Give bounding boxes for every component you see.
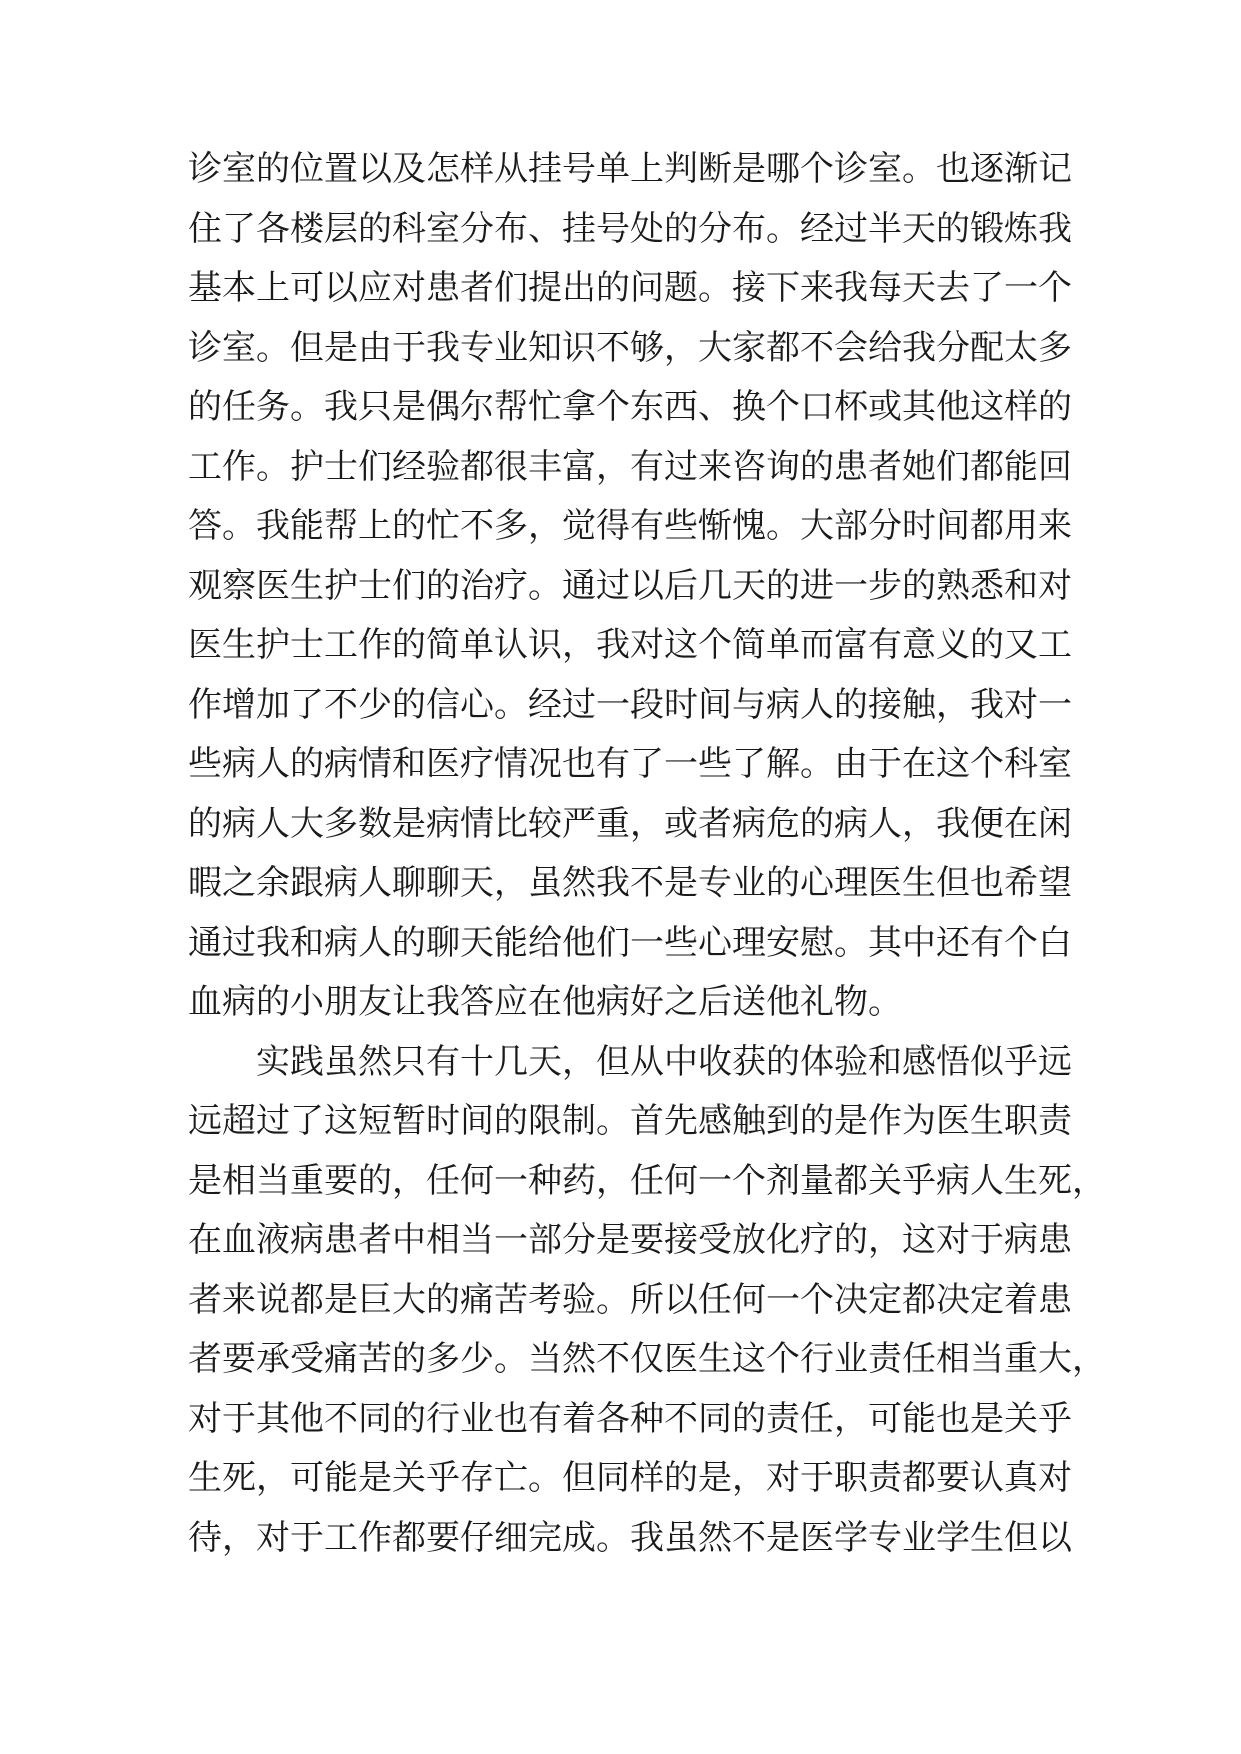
text-line: 的病人大多数是病情比较严重，或者病危的病人，我便在闲 xyxy=(188,803,1072,844)
text-line: 观察医生护士们的治疗。通过以后几天的进一步的熟悉和对 xyxy=(188,565,1072,606)
text-line: 基本上可以应对患者们提出的问题。接下来我每天去了一个 xyxy=(188,268,1072,308)
text-line: 者要承受痛苦的多少。当然不仅医生这个行业责任相当重大， xyxy=(188,1339,1106,1379)
text-line: 在血液病患者中相当一部分是要接受放化疗的，这对于病患 xyxy=(188,1220,1072,1260)
text-line: 暇之余跟病人聊聊天，虽然我不是专业的心理医生但也希望 xyxy=(188,863,1072,903)
text-line: 血病的小朋友让我答应在他病好之后送他礼物。 xyxy=(188,982,902,1022)
text-line: 些病人的病情和医疗情况也有了一些了解。由于在这个科室 xyxy=(188,744,1072,784)
text-line: 实践虽然只有十几天，但从中收获的体验和感悟似乎远 xyxy=(256,1041,1072,1082)
text-line: 答。我能帮上的忙不多，觉得有些惭愧。大部分时间都用来 xyxy=(188,506,1072,546)
text-line: 待，对于工作都要仔细完成。我虽然不是医学专业学生但以 xyxy=(188,1517,1072,1558)
body-text xyxy=(188,140,1106,1568)
text-line: 者来说都是巨大的痛苦考验。所以任何一个决定都决定着患 xyxy=(188,1279,1072,1320)
text-line: 通过我和病人的聊天能给他们一些心理安慰。其中还有个白 xyxy=(188,922,1072,963)
text-line: 诊室。但是由于我专业知识不够，大家都不会给我分配太多 xyxy=(188,327,1072,368)
paragraph-2 xyxy=(188,1033,1106,1569)
text-line: 生死，可能是关乎存亡。但同样的是，对于职责都要认真对 xyxy=(188,1458,1072,1498)
text-line: 医生护士工作的简单认识，我对这个简单而富有意义的又工 xyxy=(188,625,1072,665)
text-line: 是相当重要的，任何一种药，任何一个剂量都关乎病人生死， xyxy=(188,1160,1106,1201)
text-line: 对于其他不同的行业也有着各种不同的责任，可能也是关乎 xyxy=(188,1398,1072,1439)
text-line: 作增加了不少的信心。经过一段时间与病人的接触，我对一 xyxy=(188,684,1072,725)
text-line: 的任务。我只是偶尔帮忙拿个东西、换个口杯或其他这样的 xyxy=(188,387,1072,427)
text-line: 诊室的位置以及怎样从挂号单上判断是哪个诊室。也逐渐记 xyxy=(188,149,1072,189)
text-line: 工作。护士们经验都很丰富，有过来咨询的患者她们都能回 xyxy=(188,446,1072,487)
paragraph-1 xyxy=(188,140,1072,1033)
text-line: 远超过了这短暂时间的限制。首先感触到的是作为医生职责 xyxy=(188,1101,1072,1141)
text-line: 住了各楼层的科室分布、挂号处的分布。经过半天的锻炼我 xyxy=(188,208,1072,249)
